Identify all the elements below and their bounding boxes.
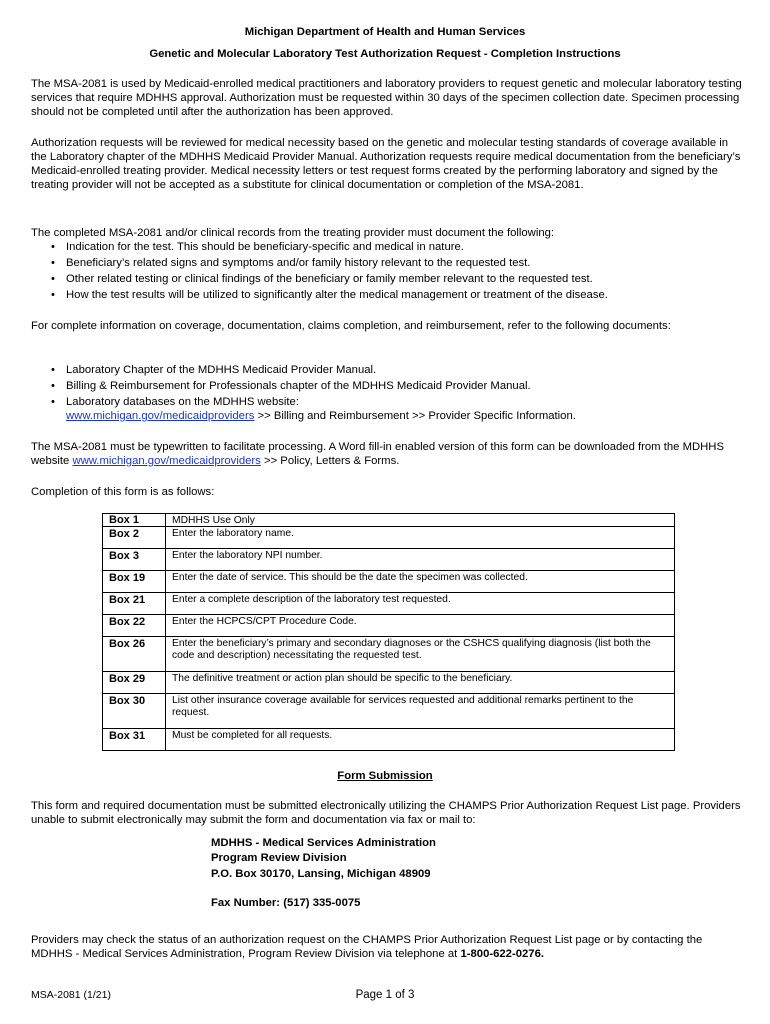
box-number: Box 22	[103, 615, 166, 637]
table-row	[103, 593, 675, 615]
table-row	[103, 527, 675, 549]
box-description: Enter the beneficiary’s primary and secondary diagnoses or the CSHCS qualifying diagnosis (list both the code and description) necessitating the requested test.	[166, 637, 675, 672]
department-heading: Michigan Department of Health and Human Services	[244, 26, 526, 38]
table-row	[103, 549, 675, 571]
documentation-list	[31, 240, 766, 302]
submission-paragraph: This form and required documentation must be submitted electronically utilizing the CHAMPS Prior Authorization Request List page. Providers unable to submit electronically may submit the form and documentation via fax or mail to:	[31, 800, 741, 826]
box-description: MDHHS Use Only	[166, 514, 675, 527]
table-row	[103, 637, 675, 672]
box-description: Enter a complete description of the laboratory test requested.	[166, 593, 675, 615]
completion-lead: Completion of this form is as follows:	[31, 486, 215, 498]
box-number: Box 21	[103, 593, 166, 615]
box-number: Box 31	[103, 729, 166, 751]
intro-paragraph: The MSA-2081 is used by Medicaid-enrolled medical practitioners and laboratory providers to request genetic and molecular laboratory testing services that require MDHHS approval. Authorization must be requested within 30 days of the specimen collection date. Specimen processing should not be completed until after the authorization has been approved.	[31, 78, 742, 118]
box-number: Box 26	[103, 637, 166, 672]
table-row	[103, 514, 675, 527]
box-number: Box 2	[103, 527, 166, 549]
list-item: • Beneficiary’s related signs and symptoms and/or family history relevant to the requested test.	[51, 257, 531, 269]
documentation-lead: The completed MSA-2081 and/or clinical records from the treating provider must document the following:	[31, 227, 555, 239]
form-submission-heading: Form Submission	[337, 770, 433, 782]
table-row	[103, 694, 675, 729]
address-line-1: MDHHS - Medical Services Administration	[211, 837, 436, 849]
medicaidproviders-link[interactable]: www.michigan.gov/medicaidproviders	[66, 410, 255, 422]
address-line-3: P.O. Box 30170, Lansing, Michigan 48909	[211, 868, 431, 880]
table-row	[103, 571, 675, 593]
document-title: Genetic and Molecular Laboratory Test Authorization Request - Completion Instructions	[149, 48, 621, 60]
box-description: List other insurance coverage available for services requested and additional remarks pertinent to the request.	[166, 694, 675, 729]
list-item: • Billing & Reimbursement for Professionals chapter of the MDHHS Medicaid Provider Manual.	[51, 380, 531, 392]
box-instructions-table	[102, 513, 675, 751]
list-item: • Other related testing or clinical findings of the beneficiary or family member relevant to the requested test.	[51, 273, 593, 285]
page-number: Page 1 of 3	[355, 989, 415, 1001]
box-number: Box 1	[103, 514, 166, 527]
medicaidproviders-link-2[interactable]: www.michigan.gov/medicaidproviders	[72, 455, 261, 467]
table-row	[103, 672, 675, 694]
box-number: Box 29	[103, 672, 166, 694]
box-description: Enter the laboratory name.	[166, 527, 675, 549]
box-description: Enter the date of service. This should be the date the specimen was collected.	[166, 571, 675, 593]
phone-number: 1-800-622-0276.	[460, 948, 544, 960]
box-number: Box 30	[103, 694, 166, 729]
address-line-2: Program Review Division	[211, 852, 347, 864]
box-description: Enter the laboratory NPI number.	[166, 549, 675, 571]
list-item: • How the test results will be utilized to significantly alter the medical management or treatment of the disease.	[51, 289, 608, 301]
list-item: • Laboratory databases on the MDHHS website: www.michigan.gov/medicaidproviders >> Billing and Reimbursement >> Provider Specific Information.	[51, 396, 576, 422]
fax-number: Fax Number: (517) 335-0075	[211, 897, 361, 909]
table-row	[103, 729, 675, 751]
references-lead: For complete information on coverage, documentation, claims completion, and reimbursement, refer to the following documents:	[31, 320, 671, 332]
table-row	[103, 615, 675, 637]
box-number: Box 3	[103, 549, 166, 571]
references-list	[31, 363, 766, 423]
box-description: Must be completed for all requests.	[166, 729, 675, 751]
list-item: • Indication for the test. This should be beneficiary-specific and medical in nature.	[51, 241, 464, 253]
form-id: MSA-2081 (1/21)	[31, 989, 111, 1001]
status-paragraph: Providers may check the status of an authorization request on the CHAMPS Prior Authorization Request List page or by contacting the MDHHS - Medical Services Administration, Program Review Division via telephone at 1-800-622-0276.	[31, 934, 703, 960]
list-item: • Laboratory Chapter of the MDHHS Medicaid Provider Manual.	[51, 364, 377, 376]
db-path-text: >> Billing and Reimbursement >> Provider Specific Information.	[254, 410, 576, 422]
review-paragraph: Authorization requests will be reviewed for medical necessity based on the genetic and molecular testing standards of coverage available in the Laboratory chapter of the MDHHS Medicaid Provider Manual. Authorization requests require medical documentation from the beneficiary’s Medicaid-enrolled treating provider. Medical necessity letters or test request forms created by the performing laboratory and signed by the treating provider will not be accepted as a substitute for clinical documentation or completion of the MSA-2081.	[31, 137, 741, 191]
typewritten-paragraph: The MSA-2081 must be typewritten to facilitate processing. A Word fill-in enabled version of this form can be downloaded from the MDHHS website www.michigan.gov/medicaidproviders >> Policy, Letters & Forms.	[31, 441, 724, 467]
box-number: Box 19	[103, 571, 166, 593]
box-description: Enter the HCPCS/CPT Procedure Code.	[166, 615, 675, 637]
box-description: The definitive treatment or action plan should be specific to the beneficiary.	[166, 672, 675, 694]
